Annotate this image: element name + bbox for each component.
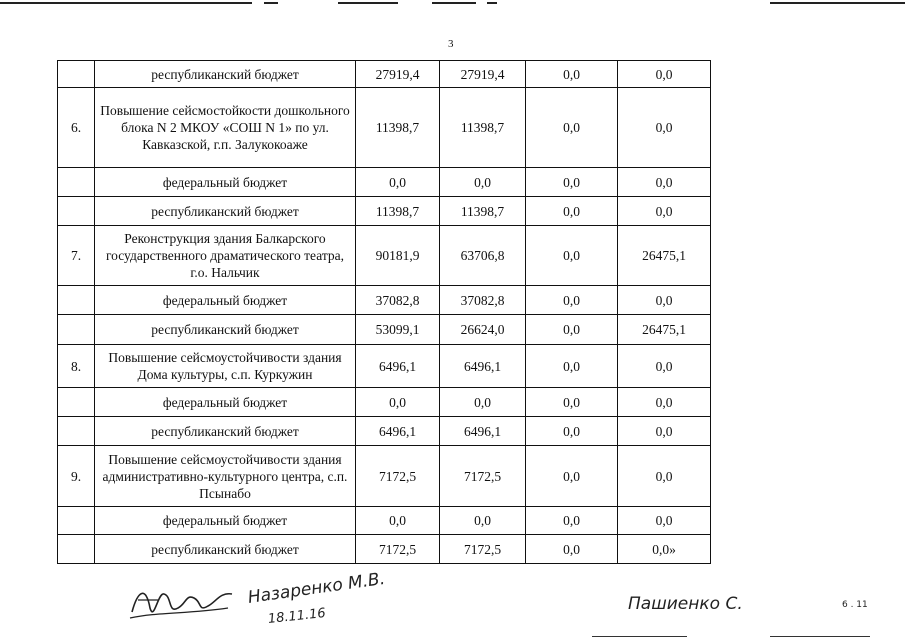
row-value-3: 0,0: [526, 286, 618, 315]
signature-corner-mark: 6 . 11: [842, 600, 868, 610]
scan-bottom-line: [770, 636, 870, 637]
row-total: 6496,1: [356, 417, 440, 446]
row-number: [58, 417, 95, 446]
row-name: республиканский бюджет: [95, 417, 356, 446]
row-number: [58, 61, 95, 88]
row-value-4: 0,0»: [618, 535, 711, 564]
row-value-3: 0,0: [526, 226, 618, 286]
row-value-4: 26475,1: [618, 226, 711, 286]
row-total: 53099,1: [356, 315, 440, 345]
row-value-4: 0,0: [618, 388, 711, 417]
row-number: 8.: [58, 345, 95, 388]
row-value-2: 11398,7: [440, 88, 526, 168]
table-row: [58, 535, 711, 564]
table-row: [58, 507, 711, 535]
row-value-3: 0,0: [526, 315, 618, 345]
row-number: [58, 315, 95, 345]
row-name: Повышение сейсмоустойчивости здания административно-культурного центра, с.п. Псынабо: [95, 446, 356, 507]
page-number: 3: [448, 38, 454, 50]
row-value-4: 0,0: [618, 168, 711, 197]
row-name: федеральный бюджет: [95, 507, 356, 535]
row-value-2: 27919,4: [440, 61, 526, 88]
signature-left-name: Назаренко М.В.: [246, 568, 387, 608]
row-name: федеральный бюджет: [95, 388, 356, 417]
row-number: [58, 168, 95, 197]
row-name: федеральный бюджет: [95, 168, 356, 197]
table-row: [58, 388, 711, 417]
row-number: [58, 507, 95, 535]
row-number: [58, 286, 95, 315]
row-total: 37082,8: [356, 286, 440, 315]
row-total: 7172,5: [356, 446, 440, 507]
scan-top-line: [338, 2, 398, 4]
row-number: 7.: [58, 226, 95, 286]
row-value-4: 0,0: [618, 417, 711, 446]
row-value-3: 0,0: [526, 446, 618, 507]
row-value-3: 0,0: [526, 61, 618, 88]
row-name: республиканский бюджет: [95, 197, 356, 226]
row-value-2: 0,0: [440, 168, 526, 197]
row-name: республиканский бюджет: [95, 315, 356, 345]
row-value-4: 0,0: [618, 507, 711, 535]
table-row: [58, 345, 711, 388]
row-total: 0,0: [356, 168, 440, 197]
row-value-4: 0,0: [618, 446, 711, 507]
row-value-2: 0,0: [440, 388, 526, 417]
row-value-3: 0,0: [526, 507, 618, 535]
row-number: 6.: [58, 88, 95, 168]
table-row: [58, 226, 711, 286]
row-total: 7172,5: [356, 535, 440, 564]
row-name: республиканский бюджет: [95, 61, 356, 88]
table-row: [58, 197, 711, 226]
row-value-3: 0,0: [526, 345, 618, 388]
row-value-2: 0,0: [440, 507, 526, 535]
scan-top-line: [487, 2, 497, 4]
table-row: [58, 168, 711, 197]
row-value-4: 0,0: [618, 286, 711, 315]
row-value-2: 63706,8: [440, 226, 526, 286]
row-value-2: 7172,5: [440, 446, 526, 507]
row-name: республиканский бюджет: [95, 535, 356, 564]
row-total: 90181,9: [356, 226, 440, 286]
row-value-4: 0,0: [618, 345, 711, 388]
signature-right-name: Пашиенко С.: [628, 594, 743, 614]
row-value-3: 0,0: [526, 535, 618, 564]
table-row: [58, 61, 711, 88]
signature-left-date: 18.11.16: [267, 605, 327, 627]
row-name: Повышение сейсмоустойчивости здания Дома культуры, с.п. Куркужин: [95, 345, 356, 388]
row-name: Повышение сейсмостойкости дошкольного блока N 2 МКОУ «СОШ N 1» по ул. Кавказской, г.п. Залукокоаже: [95, 88, 356, 168]
table-row: [58, 286, 711, 315]
row-value-3: 0,0: [526, 417, 618, 446]
table-row: [58, 417, 711, 446]
signature-scribble: [128, 582, 238, 626]
scan-top-line: [0, 2, 252, 4]
row-number: [58, 197, 95, 226]
budget-table: [57, 60, 711, 564]
row-total: 6496,1: [356, 345, 440, 388]
row-total: 0,0: [356, 388, 440, 417]
row-total: 11398,7: [356, 197, 440, 226]
scan-top-line: [770, 2, 905, 4]
row-value-4: 0,0: [618, 88, 711, 168]
row-total: 0,0: [356, 507, 440, 535]
row-name: федеральный бюджет: [95, 286, 356, 315]
row-name: Реконструкция здания Балкарского государственного драматического театра, г.о. Нальчик: [95, 226, 356, 286]
row-value-3: 0,0: [526, 388, 618, 417]
row-number: [58, 535, 95, 564]
row-total: 11398,7: [356, 88, 440, 168]
row-value-2: 6496,1: [440, 345, 526, 388]
row-number: 9.: [58, 446, 95, 507]
row-value-2: 37082,8: [440, 286, 526, 315]
row-number: [58, 388, 95, 417]
scan-top-line: [432, 2, 476, 4]
table-row: [58, 446, 711, 507]
row-value-2: 6496,1: [440, 417, 526, 446]
row-value-3: 0,0: [526, 88, 618, 168]
row-value-3: 0,0: [526, 168, 618, 197]
scan-bottom-line: [592, 636, 687, 637]
row-value-2: 7172,5: [440, 535, 526, 564]
row-value-2: 26624,0: [440, 315, 526, 345]
row-total: 27919,4: [356, 61, 440, 88]
scan-top-line: [264, 2, 278, 4]
table-row: [58, 88, 711, 168]
row-value-4: 26475,1: [618, 315, 711, 345]
row-value-3: 0,0: [526, 197, 618, 226]
row-value-4: 0,0: [618, 197, 711, 226]
row-value-2: 11398,7: [440, 197, 526, 226]
table-row: [58, 315, 711, 345]
row-value-4: 0,0: [618, 61, 711, 88]
